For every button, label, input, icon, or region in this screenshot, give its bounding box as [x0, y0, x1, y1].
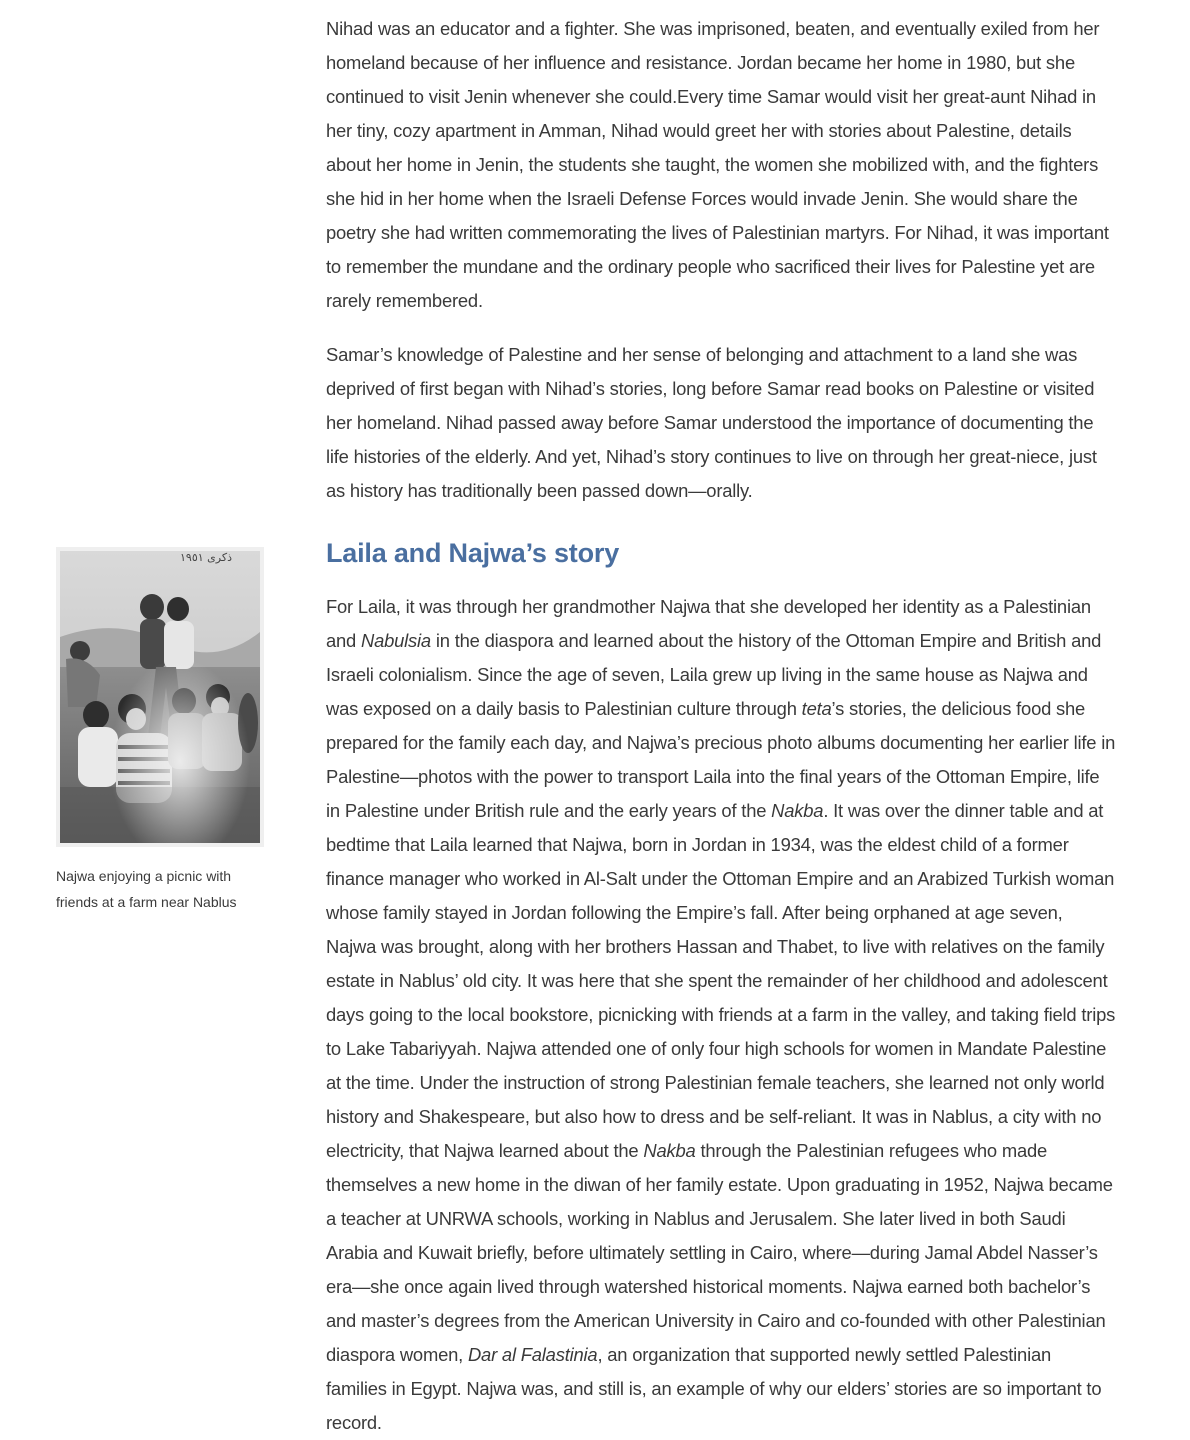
story-italic-term: Nakba [643, 1140, 696, 1161]
section-heading: Laila and Najwa’s story [326, 538, 620, 568]
photo-handwriting: ذكرى ١٩٥١ [180, 551, 232, 564]
paragraph-laila-najwa [326, 590, 1116, 1440]
story-italic-term: Nabulsia [361, 630, 431, 651]
story-italic-term: Dar al Falastinia [467, 1344, 598, 1365]
story-text: For Laila, it was through her grandmother Najwa that she developed her identity as a Palestinian and [326, 596, 1091, 651]
story-italic-term: Nakba [771, 800, 824, 821]
photo-caption: Najwa enjoying a picnic with friends at a farm near Nablus [56, 868, 237, 910]
story-text: through the Palestinian refugees who made themselves a new home in the diwan of her family estate. Upon graduating in 1952, Najwa became a teacher at UNRWA schools, working in Nablus and Jerusalem. She later lived in both Saudi Arabia and Kuwait briefly, before ultimately settling in Cairo, where—during Jamal Abdel Nasser’s era—she once again lived through watershed historical moments. Najwa earned both bachelor’s and master’s degrees from the American University in Cairo and co-founded with other Palestinian diaspora women, [326, 1140, 1113, 1365]
story-italic-term: teta [801, 698, 832, 719]
story-text: ’s stories, the delicious food she prepared for the family each day, and Najwa’s precious photo albums documenting her earlier life in Palestine—photos with the power to transport Laila into the final years of the Ottoman Empire, life in Palestine under British rule and the early years of the [326, 698, 1116, 821]
story-text: . It was over the dinner table and at bedtime that Laila learned that Najwa, born in Jordan in 1934, was the eldest child of a former finance manager who worked in Al-Salt under the Ottoman Empire and an Arabized Turkish woman whose family stayed in Jordan following the Empire’s fall. After being orphaned at age seven, Najwa was brought, along with her brothers Hassan and Thabet, to live with relatives on the family estate in Nablus’ old city. It was here that she spent the remainder of her childhood and adolescent days going to the local bookstore, picnicking with friends at a farm in the valley, and taking field trips to Lake Tabariyyah. Najwa attended one of only four high schools for women in Mandate Palestine at the time. Under the instruction of strong Palestinian female teachers, she learned not only world history and Shakespeare, but also how to dress and be self-reliant. It was in Nablus, a city with no electricity, that Najwa learned about the [326, 800, 1116, 1161]
paragraph-nihad: Nihad was an educator and a fighter. She was imprisoned, beaten, and eventually exiled from her homeland because of her influence and resistance. Jordan became her home in 1980, but she continued to visit Jenin whenever she could.Every time Samar would visit her great-aunt Nihad in her tiny, cozy apartment in Amman, Nihad would greet her with stories about Palestine, details about her home in Jenin, the students she taught, the women she mobilized with, and the fighters she hid in her home when the Israeli Defense Forces would invade Jenin. She would share the poetry she had written commemorating the lives of Palestinian martyrs. For Nihad, it was important to remember the mundane and the ordinary people who sacrificed their lives for Palestine yet are rarely remembered. [326, 18, 1109, 311]
picnic-photo [56, 547, 264, 847]
photo-figure [56, 547, 264, 915]
paragraph-samar: Samar’s knowledge of Palestine and her sense of belonging and attachment to a land she was deprived of first began with Nihad’s stories, long before Samar read books on Palestine or visited her homeland. Nihad passed away before Samar understood the importance of documenting the life histories of the elderly. And yet, Nihad’s story continues to live on through her great-niece, just as history has traditionally been passed down—orally. [326, 344, 1097, 501]
story-text: , an organization that supported newly settled Palestinian families in Egypt. Najwa was, and still is, an example of why our elders’ stories are so important to record. [326, 1344, 1102, 1433]
article-body [326, 12, 1116, 1440]
story-text: in the diaspora and learned about the history of the Ottoman Empire and British and Israeli colonialism. Since the age of seven, Laila grew up living in the same house as Najwa and was exposed on a daily basis to Palestinian culture through [326, 630, 1102, 719]
